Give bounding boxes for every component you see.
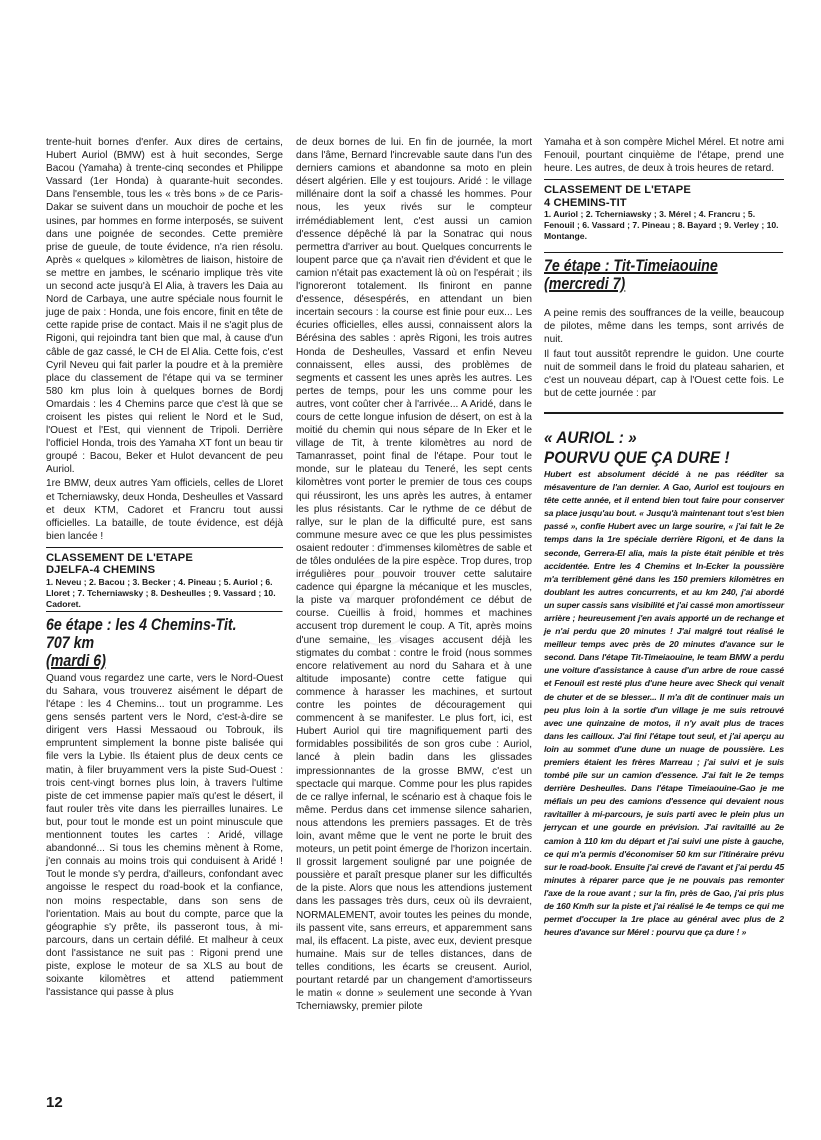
etape-title-line: 7e étape : Tit-Timeiaouine [544, 257, 718, 276]
faint-stamp-mark [347, 576, 417, 646]
column-2 [296, 136, 532, 1014]
body-paragraph: Quand vous regardez une carte, vers le Nord-Ouest du Sahara, vous trouverez aisément le départ de l'étape : les 4 Chemins... tout un programme. Les gens sensés partent vers le Nord, c'est-à-dire se dirigent vers Hassi Messaoud ou Tobrouk, ils empruntent simplement la bonne piste balisée qui file vers la Lybie. Ils étaient plus de deux cents ce matin, à filer bruyamment vers la piste Sud-Ouest : trois cent-vingt bornes plus loin, à travers l'ultime piste de cet immense papier maïs qu'est le désert, il faut rouler très vite dans les pierrailles lunaires. Le but, pour tout le monde est un point minuscule que mentionnent toutes les cartes : Aridé, village abandonné... Si tous les chemins mènent à Rome, j'en connais au moins trois qui conduisent à Aridé ! Tout le monde s'y perdra, d'ailleurs, confondant avec angoisse le respect du road-book et la confiance, non moins respectable, dans son sens de l'orientation. Mais au bout du compte, parce que la géographie s'y prête, ils passeront tous, à mi-parcours, dans un certain défilé. Et malheur à ceux dont l'assistance ne suit pas : Rigoni prend une piste, explose le moteur de sa XLS au bout de soixante kilomètres et attend patiemment l'assistance qui passe à plus [46, 672, 283, 999]
interview-title [544, 412, 784, 468]
etape-7-title [544, 252, 783, 293]
etape-title-line: 707 km [46, 633, 95, 652]
interview-text: Hubert est absolument décidé à ne pas rééditer sa mésaventure de l'an dernier. A Gao, Auriol est toujours en tête cette année, et il entend bien tout faire pour conserver sa place jusqu'au bout. « Jusqu'à maintenant tout s'est bien passé », confie Hubert avec un large sourire, « j'ai fait le 2e temps dans la 1re spéciale derrière Rigoni, et 4e dans la seconde, Gerrera-El alia, mais la piste était pénible et très accidentée. Entre les 4 Chemins et In-Ecker la poussière m'a terriblement gêné dans les 150 premiers kilomètres en doublant les autres concurrents, et au km 240, j'ai abordé un super cassis sans visibilité et j'ai cassé mon amortisseur arrière ; heureusement j'en avais apporté un de rechange et je n'ai perdu que 20 minutes ! J'ai malgré tout réalisé le meilleur temps avec près de 20 minutes d'avance sur le second. Dans l'étape Tit-Timeiaouine, le team BMW a perdu une voiture d'assistance à cause d'un arbre de roue cassé et Fenouil est resté plus d'une heure avec Sheck qui venait de chuter et de se blesser... Il m'a dit de continuer mais un peu plus loin à la sortie d'un village je me suis retrouvé avec une quinzaine de motos, il n'y avait plus de traces dans les cailloux. J'ai fini l'étape tout seul, et j'ai aperçu au loin au sommet d'une dune un nuage de poussière. Les premiers étaient les frères Marreau ; j'ai suivi et je suis tombé pile sur un camion d'essence. J'ai fait le 2e temps derrière Desheulles. Dans l'étape Timeiaouine-Gao je me méfiais un peu des camions d'essence qui devaient nous ravitailler à mi-parcours, je suis parti avec le plein plus un jerrycan et une gourde en prévision. J'ai ravitaillé au 2e camion à 110 km du départ et j'ai suivi une piste à gauche, ce qui m'a permis d'économiser 50 km sur l'itinéraire prévu sur le road-book. Ensuite j'ai crevé de l'avant et j'ai perdu 45 minutes à réparer parce que je ne pouvais pas remonter l'axe de la roue avant ; sur la fin, près de Gao, j'ai pris plus de 160 Km/h sur la piste et j'ai réalisé le 4e temps ce qui me permet d'occuper la 1re place au général avec plus de 2 heures d'avance sur Mérel : pourvu que ça dure ! » [544, 468, 784, 938]
etape-title-line: 6e étape : les 4 Chemins-Tit. [46, 615, 237, 634]
classement-heading-line: CLASSEMENT DE L'ETAPE [544, 184, 691, 197]
classement-heading-tit [544, 179, 784, 209]
classement-heading-line: 4 CHEMINS-TIT [544, 196, 627, 209]
classement-heading-djelfa [46, 547, 283, 577]
column-3 [544, 136, 784, 940]
column-1 [46, 136, 283, 1000]
body-paragraph: A peine remis des souffrances de la veille, beaucoup de pilotes, même dans les temps, sont arrivés de nuit. [544, 308, 784, 346]
classement-results-tit: 1. Auriol ; 2. Tcherniawsky ; 3. Mérel ; 4. Francru ; 5. Fenouil ; 6. Vassard ; 7. Pineau ; 8. Bayard ; 9. Verley ; 10. Montange. [544, 209, 779, 242]
classement-heading-line: DJELFA-4 CHEMINS [46, 564, 156, 577]
interview-title-line: POURVU QUE ÇA DURE ! [544, 447, 730, 467]
body-paragraph: trente-huit bornes d'enfer. Aux dires de certains, Hubert Auriol (BMW) est à huit secondes, Serge Bacou (Yamaha) à trente-cinq secondes et Philippe Vassard (1er Honda) à quarante-huit secondes. Dans l'ensemble, tous les « très bons » de ce Paris-Dakar se suivent dans un mouchoir de poche et les usines, par hommes en forme interposés, se suivent dans une poignée de secondes. Cette première prise de gueule, de toute évidence, n'a rien résolu. Après « quelques » kilomètres de liaison, histoire de se mettre en jambes, le scénario implique très vite un second acte jusqu'à El Alia, à travers les Daia au Nord de Carbaya, une autre spéciale nous fournit le juge de paix : Honda, une fois encore, finit en tête de cette rapide prise de contact. Mais il ne s'agit plus de Rigoni, qui rejoindra tant bien que mal, à cause d'un câble de gaz cassé, le CH de El Alia. Cette fois, c'est Cyril Neveu qui fait parler la poudre et à la première place du classement de l'étape qui va se terminer 580 km plus loin à quelques bornes de Bordj Omardais : les 4 Chemins parce que c'est là que se croisent les pistes qui relient le Nord et le Sud, l'Ouest et l'Est, qui viennent de Tripoli. Derrière l'officiel Honda, trois des Yamaha XT font un beau tir groupé : Bacou, Beker et Hulot devancent de peu Auriol. [46, 137, 283, 476]
etape-title-date: (mercredi 7) [544, 275, 626, 294]
page-number: 12 [46, 1094, 63, 1111]
body-paragraph: 1re BMW, deux autres Yam officiels, celles de Lloret et Tcherniawsky, deux Honda, Desheulles et Vassard et deux KTM, Cadoret et Francru tout aussi officielles. La bataille, de toute évidence, est déjà bien lancée ! [46, 478, 283, 542]
classement-results-djelfa: 1. Neveu ; 2. Bacou ; 3. Becker ; 4. Pineau ; 5. Auriol ; 6. Lloret ; 7. Tcherniawsky ; 8. Desheulles ; 9. Vassard ; 10. Cadoret. [46, 576, 276, 609]
classement-heading-line: CLASSEMENT DE L'ETAPE [46, 551, 193, 564]
etape-title-date: (mardi 6) [46, 651, 106, 670]
etape-6-title [46, 611, 282, 670]
body-paragraph: Il faut tout aussitôt reprendre le guidon. Une courte nuit de sommeil dans le froid du plateau saharien, et c'est un nouveau départ, cap à l'Ouest cette fois. Le but de cette journée : par [544, 348, 784, 399]
body-paragraph: Yamaha et à son compère Michel Mérel. Et notre ami Fenouil, pourtant cinquième de l'étape, prend une heure. Les autres, de deux à trois heures de retard. [544, 137, 784, 175]
interview-title-line: « AURIOL : » [544, 427, 637, 447]
body-paragraph: de deux bornes de lui. En fin de journée, la mort dans l'âme, Bernard l'increvable saute dans l'un des derniers camions et abandonne sa moto en plein désert algérien. Elle y est toujours. Aridé : le village millénaire dont la soif a chassé les hommes. Pour nous, les yeux rivés sur le compteur irrémédiablement lent, c'est aussi un camion d'essence dépêché là par la Sonatrac qui nous permettra d'arriver au bout. Quelques concurrents le loupent parce que ça n'avait rien d'évident et que le camion n'était pas exactement là où on l'espérait ; ils l'ignoreront totalement. Ils finiront en panne d'essence, désespérés, en attendant un bien incertain secours : la course est finie pour eux... Les écuries officielles, elles aussi, connaissent alors la Bérésina des sables : après Rigoni, les trois autres Honda de Desheulles, Vassard et enfin Neveu connaissent, elles aussi, des problèmes de segments et cassent les unes après les autres. Les pertes de temps, pour les uns comme pour les autres, vont coûter cher à l'arrivée... A Aridé, dans le cours de cette longue infusion de désert, on est à la moitié du chemin qui nous sépare de In Eker et le village de Tit, à trente kilomètres au nord de Tamanrasset, point final de l'étape. Pour tout le monde, sur le plateau du Teneré, les sept cents kilomètres vont porter le premier de tous ces coups qui réussiront, les uns après les autres, à entamer les plus résistants. Car le rythme de ce début de rallye, sur le plan de la difficulté pure, est sans commune mesure avec ce que les plus pessimistes osaient redouter : d'immenses kilomètres de sable et de tôles ondulées de la pire espèce. Trop dures, trop irrégulières pour pouvoir trouver cette salutaire cadence qui épargne la mécanique et les muscles, la piste va marquer profondément ce début de course. Cueillis à froid, hommes et machines accusent trop durement le coup. A Tit, après moins d'une semaine, les visages accusent déjà les stigmates du combat : contre le froid (nous sommes encore relativement au nord du Sahara et à une altitude imposante) contre cette fatigue qui commence à harasser les machines, et surtout contre les pointes de découragement qui commencent à se manifester. Le plus fort, ici, est Hubert Auriol qui tire magnifiquement parti des formidables possibilités de son gros cube : Auriol, lancé à plein badin dans les glissades impressionnantes de la grosse BMW, c'est un spectacle qui marque. Comme pour les plus rapides de ce rallye infernal, le scénario est à chaque fois le même. Perdus dans cet immense silence saharien, nous attendons les premiers passages. Et de très loin, avant même que le vent ne porte le bruit des moteurs, un petit point émerge de l'horizon incertain. Il grossit largement souligné par une poignée de poussière et paraît presque planer sur les difficultés de la piste. Alors que nous les attendions justement dans les passages très durs, ceux où ils devraient, NORMALEMENT, avoir toutes les peines du monde, ils passent vite, sans erreurs, et apparemment sans mal, ils effacent. La piste, avec eux, devient presque humaine. Mais sur de telles distances, dans de telles conditions, les écarts se creusent. Auriol, pourtant retardé par un changement d'amortisseurs le matin « donne » seulement une seconde à Yvan Tcherniawsky, premier pilote [296, 137, 532, 1013]
